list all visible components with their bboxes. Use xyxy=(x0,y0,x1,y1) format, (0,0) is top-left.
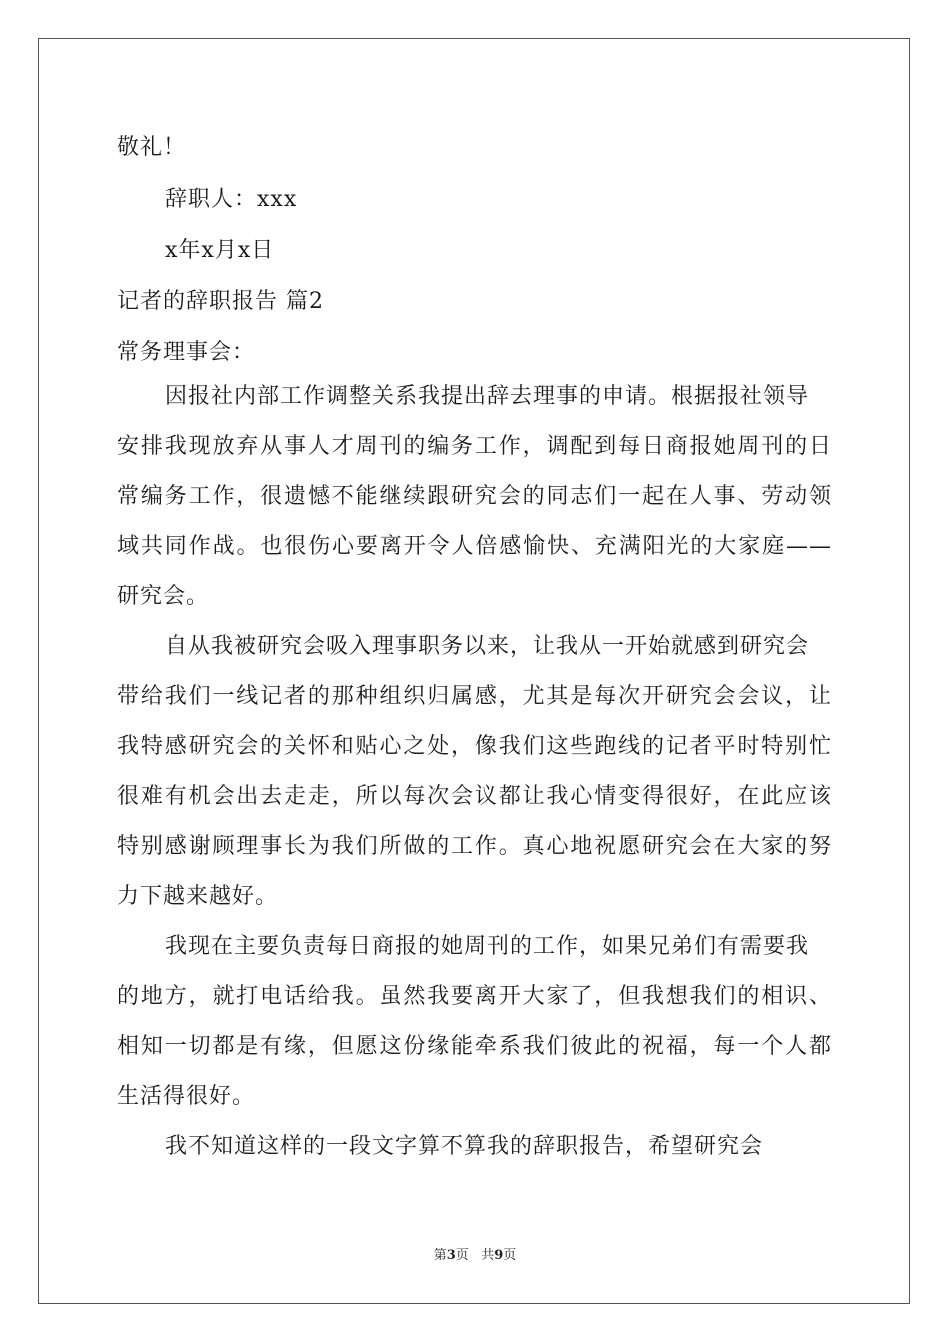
paragraph-line: 研究会。 xyxy=(117,584,210,609)
paragraph-line: 特别感谢顾理事长为我们所做的工作。真心地祝愿研究会在大家的努 xyxy=(117,834,832,859)
paragraph-line: 生活得很好。 xyxy=(117,1084,256,1109)
footer-page-suffix: 页 xyxy=(455,1248,469,1263)
paragraph-line: 因报社内部工作调整关系我提出辞去理事的申请。根据报社领导 xyxy=(165,384,810,409)
paragraph-line: 常编务工作，很遗憾不能继续跟研究会的同志们一起在人事、劳动领 xyxy=(117,484,832,509)
section-heading: 记者的辞职报告 篇2 xyxy=(117,289,324,314)
footer-total-prefix: 共 xyxy=(481,1248,495,1263)
paragraph-line: 力下越来越好。 xyxy=(117,884,279,909)
page-border xyxy=(38,38,910,1304)
paragraph-line: 域共同作战。也很伤心要离开令人倍感愉快、充满阳光的大家庭—— xyxy=(117,534,832,559)
footer-total-suffix: 页 xyxy=(503,1248,517,1263)
paragraph-line: 我不知道这样的一段文字算不算我的辞职报告，希望研究会 xyxy=(165,1134,764,1159)
resigner-signature: 辞职人：xxx xyxy=(165,187,298,212)
closing-salutation: 敬礼！ xyxy=(117,135,187,160)
paragraph-line: 相知一切都是有缘，但愿这份缘能牵系我们彼此的祝福，每一个人都 xyxy=(117,1034,832,1059)
paragraph-line: 我现在主要负责每日商报的她周刊的工作，如果兄弟们有需要我 xyxy=(165,934,810,959)
paragraph-line: 我特感研究会的关怀和贴心之处，像我们这些跑线的记者平时特别忙 xyxy=(117,734,832,759)
paragraph-line: 的地方，就打电话给我。虽然我要离开大家了，但我想我们的相识、 xyxy=(117,984,832,1009)
paragraph-line: 带给我们一线记者的那种组织归属感，尤其是每次开研究会会议，让 xyxy=(117,684,832,709)
paragraph-line: 自从我被研究会吸入理事职务以来，让我从一开始就感到研究会 xyxy=(165,634,810,659)
page-footer xyxy=(0,1247,950,1265)
paragraph-line: 很难有机会出去走走，所以每次会议都让我心情变得很好，在此应该 xyxy=(117,784,832,809)
signature-date: x年x月x日 xyxy=(165,238,275,263)
footer-total-pages: 9 xyxy=(494,1248,504,1263)
letter-salutation: 常务理事会： xyxy=(117,340,256,365)
paragraph-line: 安排我现放弃从事人才周刊的编务工作，调配到每日商报她周刊的日 xyxy=(117,434,832,459)
footer-prefix: 第 xyxy=(433,1248,447,1263)
footer-page-number: 3 xyxy=(446,1248,456,1263)
